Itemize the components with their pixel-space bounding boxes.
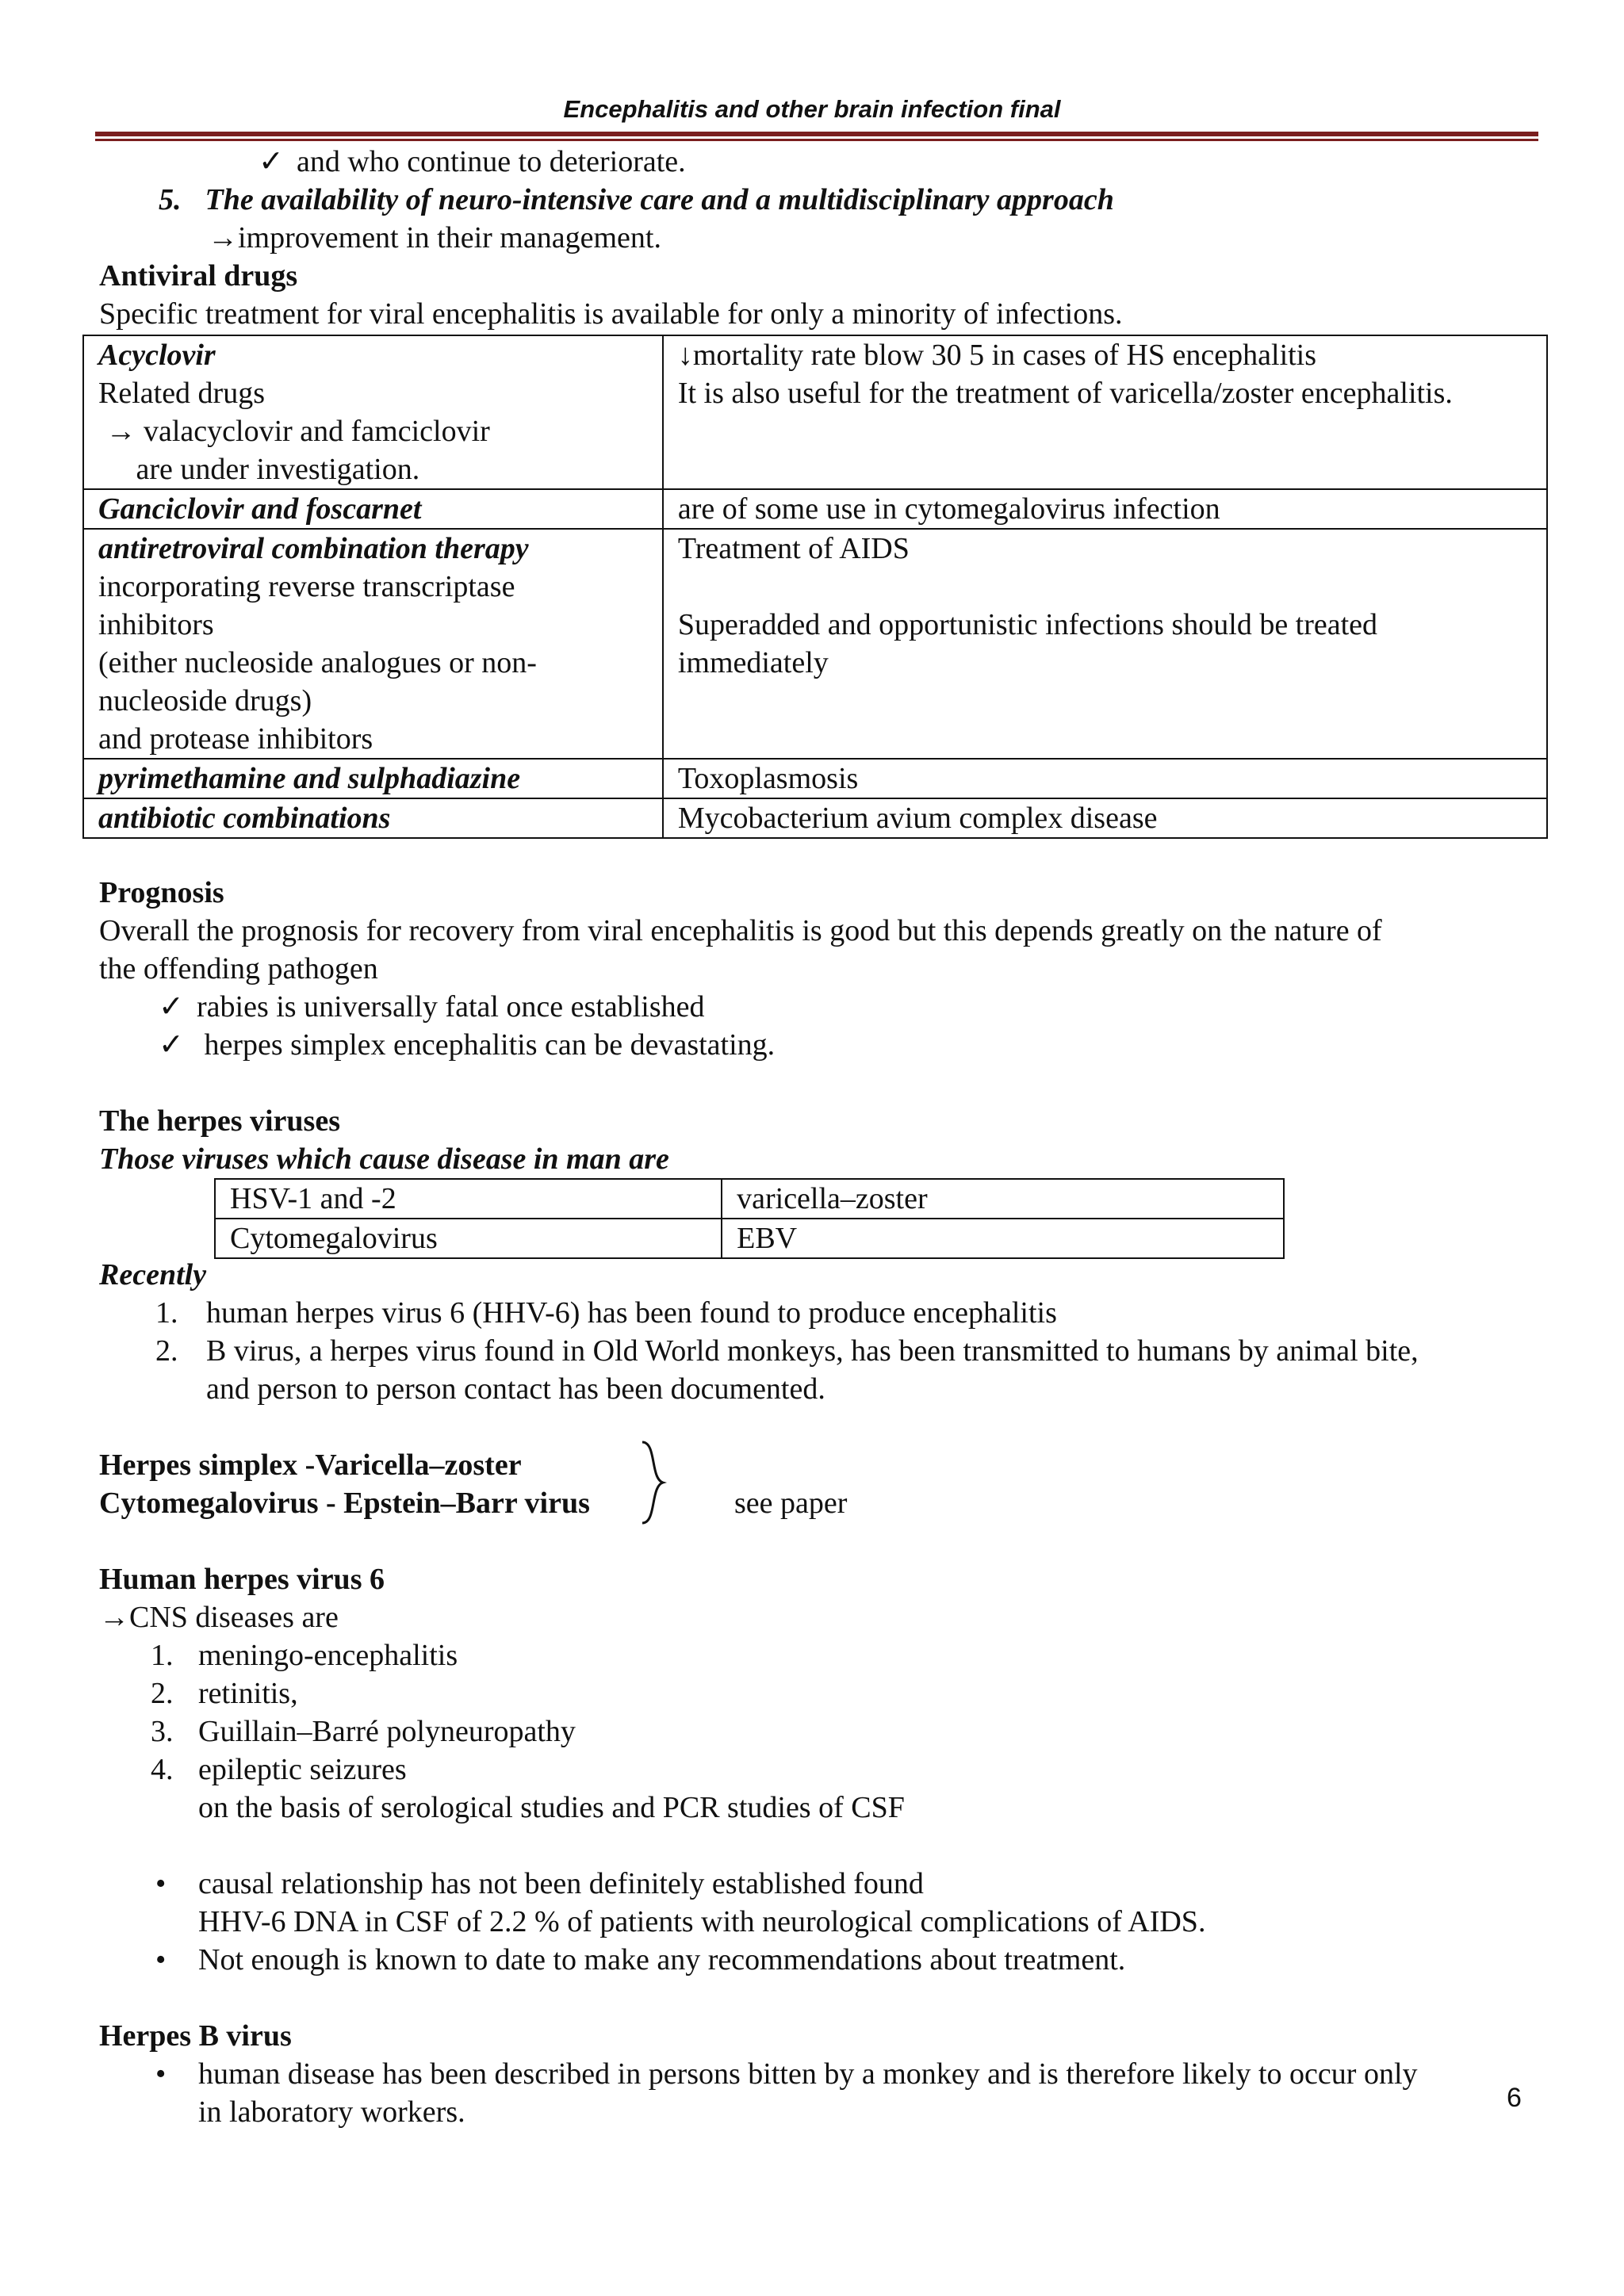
check-icon: ✓ (259, 145, 284, 178)
drug-use-line: Mycobacterium avium complex disease (677, 802, 1158, 835)
drug-title: Acyclovir (98, 339, 216, 372)
check-icon: ✓ (159, 990, 184, 1024)
herpesb-bullet-cont: in laboratory workers. (198, 2095, 465, 2129)
drug-name-cell (83, 759, 663, 798)
antiviral-drug-table (82, 335, 1548, 839)
drug-use-cell (663, 489, 1547, 529)
tick-line: ✓ and who continue to deteriorate. (259, 143, 686, 181)
drug-title: Ganciclovir and foscarnet (98, 492, 422, 526)
antiviral-intro: Specific treatment for viral encephalitis is available for only a minority of infections. (99, 297, 1123, 331)
header-rule-thick (95, 132, 1538, 136)
hhv6-bullet-1: • causal relationship has not been definitely established found (155, 1867, 924, 1900)
table-row (83, 798, 1547, 838)
drug-name-cell (83, 335, 663, 489)
table-row (83, 489, 1547, 529)
prognosis-heading: Prognosis (99, 876, 224, 909)
list-item-5: 5. The availability of neuro-intensive care and a multidisciplinary approach (159, 183, 1114, 216)
drug-detail-line: nucleoside drugs) (98, 684, 312, 718)
prognosis-tick-1: ✓ rabies is universally fatal once established (159, 988, 705, 1026)
see-paper-line-1: Herpes simplex -Varicella–zoster (99, 1448, 522, 1482)
herpes-virus-table (214, 1178, 1285, 1259)
drug-use-line: immediately (677, 646, 829, 679)
drug-detail-line: inhibitors (98, 608, 214, 641)
herpes-subheading: Those viruses which cause disease in man are (99, 1142, 669, 1176)
table-cell: HSV-1 and -2 (215, 1179, 722, 1219)
drug-detail-line: incorporating reverse transcriptase (98, 570, 515, 603)
drug-use-line (678, 568, 1532, 606)
drug-use-cell (663, 759, 1547, 798)
drug-title: antibiotic combinations (98, 802, 391, 835)
herpesb-bullet: • human disease has been described in persons bitten by a monkey and is therefore likely to occur only (155, 2057, 1418, 2091)
herpesb-heading: Herpes B virus (99, 2019, 292, 2053)
hhv6-item-2: 2. retinitis, (151, 1677, 298, 1710)
hhv6-item-4: 4. epileptic seizures (151, 1753, 407, 1786)
prognosis-tick-2: ✓ herpes simplex encephalitis can be devastating. (159, 1026, 775, 1064)
check-icon: ✓ (159, 1028, 184, 1062)
bullet-icon: • (155, 2057, 167, 2091)
drug-title: antiretroviral combination therapy (98, 532, 529, 565)
hhv6-heading: Human herpes virus 6 (99, 1563, 385, 1596)
hhv6-basis: on the basis of serological studies and PCR studies of CSF (198, 1791, 905, 1824)
drug-use-line: ↓mortality rate blow 30 5 in cases of HS encephalitis (677, 339, 1317, 372)
drug-use-line: Superadded and opportunistic infections should be treated (677, 608, 1378, 641)
table-row (215, 1179, 1284, 1219)
drug-use-cell (663, 335, 1547, 489)
table-row (215, 1219, 1284, 1258)
recently-label: Recently (99, 1258, 207, 1292)
drug-name-cell (83, 798, 663, 838)
header-rule-thin (95, 139, 1538, 141)
drug-use-cell (663, 529, 1547, 759)
recently-item-2-cont: and person to person contact has been documented. (206, 1372, 825, 1406)
bullet-icon: • (155, 1867, 167, 1900)
drug-detail-line: Related drugs (98, 377, 266, 410)
page-number: 6 (1507, 2083, 1522, 2113)
table-row (83, 335, 1547, 489)
herpes-heading: The herpes viruses (99, 1104, 340, 1138)
drug-detail-line: → valacyclovir and famciclovir (98, 415, 490, 448)
drug-name-cell (83, 529, 663, 759)
drug-detail-line: (either nucleoside analogues or non- (98, 646, 537, 679)
right-brace-icon (639, 1439, 671, 1526)
hhv6-bullet-2: • Not enough is known to date to make any recommendations about treatment. (155, 1943, 1126, 1976)
drug-use-line: are of some use in cytomegalovirus infection (677, 492, 1220, 526)
table-row (83, 529, 1547, 759)
prognosis-line-2: the offending pathogen (99, 952, 378, 985)
drug-use-line: Treatment of AIDS (677, 532, 910, 565)
prognosis-line-1: Overall the prognosis for recovery from viral encephalitis is good but this depends greatly on the nature of (99, 914, 1382, 947)
see-paper-note: see paper (734, 1487, 848, 1520)
drug-detail-line: are under investigation. (98, 453, 420, 486)
hhv6-item-1: 1. meningo-encephalitis (151, 1639, 458, 1672)
recently-item-1: 1. human herpes virus 6 (HHV-6) has been found to produce encephalitis (155, 1296, 1057, 1330)
drug-use-cell (663, 798, 1547, 838)
hhv6-bullet-1-cont: HHV-6 DNA in CSF of 2.2 % of patients with neurological complications of AIDS. (198, 1905, 1206, 1938)
table-cell: Cytomegalovirus (215, 1219, 722, 1258)
page-header-title: Encephalitis and other brain infection final (563, 95, 1061, 123)
hhv6-intro: →CNS diseases are (99, 1601, 339, 1634)
list-item-5-sub: →improvement in their management. (208, 221, 661, 254)
drug-use-line: It is also useful for the treatment of varicella/zoster encephalitis. (677, 377, 1453, 410)
bullet-icon: • (155, 1943, 167, 1976)
drug-name-cell (83, 489, 663, 529)
hhv6-item-3: 3. Guillain–Barré polyneuropathy (151, 1715, 576, 1748)
see-paper-line-2: Cytomegalovirus - Epstein–Barr virus (99, 1487, 590, 1520)
recently-item-2: 2. B virus, a herpes virus found in Old World monkeys, has been transmitted to humans by animal bite, (155, 1334, 1419, 1368)
table-row (83, 759, 1547, 798)
table-cell: varicella–zoster (722, 1179, 1284, 1219)
drug-use-line: Toxoplasmosis (677, 762, 859, 795)
drug-detail-line: and protease inhibitors (98, 722, 373, 756)
table-cell: EBV (722, 1219, 1284, 1258)
drug-title: pyrimethamine and sulphadiazine (98, 762, 521, 795)
antiviral-heading: Antiviral drugs (99, 259, 298, 293)
